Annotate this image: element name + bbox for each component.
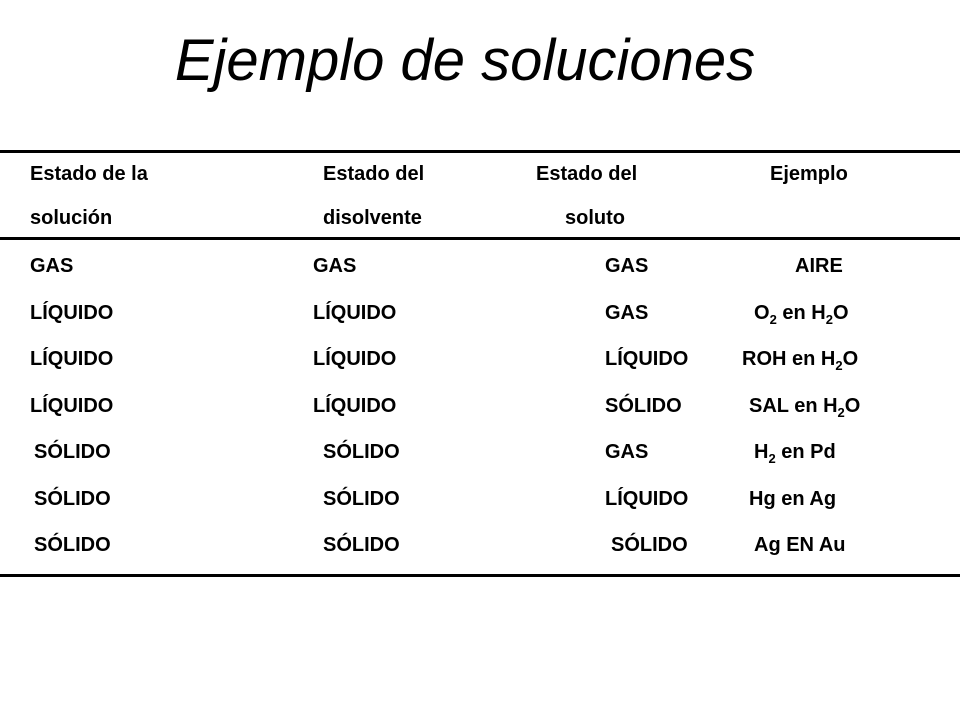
cell-solution: SÓLIDO: [34, 488, 111, 510]
cell-solute: SÓLIDO: [611, 534, 688, 556]
cell-example: $O_2$ en $H_2O$: [754, 302, 849, 327]
cell-example: $H_2$ en Pd: [754, 441, 836, 466]
cell-solute: GAS: [605, 255, 649, 277]
cell-solute: SÓLIDO: [605, 395, 682, 417]
header-solvent-line2: disolvente: [323, 207, 422, 229]
header-solute-line2: soluto: [565, 207, 625, 229]
cell-example: Ag EN Au: [754, 534, 846, 556]
cell-solution: SÓLIDO: [34, 441, 111, 463]
cell-solvent: LÍQUIDO: [313, 302, 397, 324]
cell-solution: LÍQUIDO: [30, 348, 114, 370]
header-solute-line1: Estado del: [536, 163, 638, 185]
header-solution-line1: Estado de la: [30, 163, 148, 185]
header-divider-rule: [0, 237, 960, 240]
cell-solute: LÍQUIDO: [605, 488, 689, 510]
table-top-rule: [0, 150, 960, 153]
slide-title: Ejemplo de soluciones: [174, 28, 756, 93]
cell-solution: SÓLIDO: [34, 534, 111, 556]
cell-example: Hg en Ag: [749, 488, 837, 510]
cell-solvent: LÍQUIDO: [313, 348, 397, 370]
cell-solution: GAS: [30, 255, 74, 277]
cell-solvent: GAS: [313, 255, 357, 277]
table-bottom-rule: [0, 574, 960, 577]
cell-solvent: SÓLIDO: [323, 441, 400, 463]
cell-solvent: SÓLIDO: [323, 488, 400, 510]
cell-solute: GAS: [605, 302, 649, 324]
header-example: Ejemplo: [770, 163, 848, 185]
header-solution-line2: solución: [30, 207, 113, 229]
cell-example: ROH en $H_2O$: [742, 348, 859, 373]
header-solvent-line1: Estado del: [323, 163, 425, 185]
cell-example: SAL en $H_2O$: [749, 395, 861, 420]
cell-solvent: SÓLIDO: [323, 534, 400, 556]
cell-solution: LÍQUIDO: [30, 395, 114, 417]
cell-solute: GAS: [605, 441, 649, 463]
cell-example: AIRE: [795, 255, 843, 277]
cell-solution: LÍQUIDO: [30, 302, 114, 324]
cell-solvent: LÍQUIDO: [313, 395, 397, 417]
cell-solute: LÍQUIDO: [605, 348, 689, 370]
